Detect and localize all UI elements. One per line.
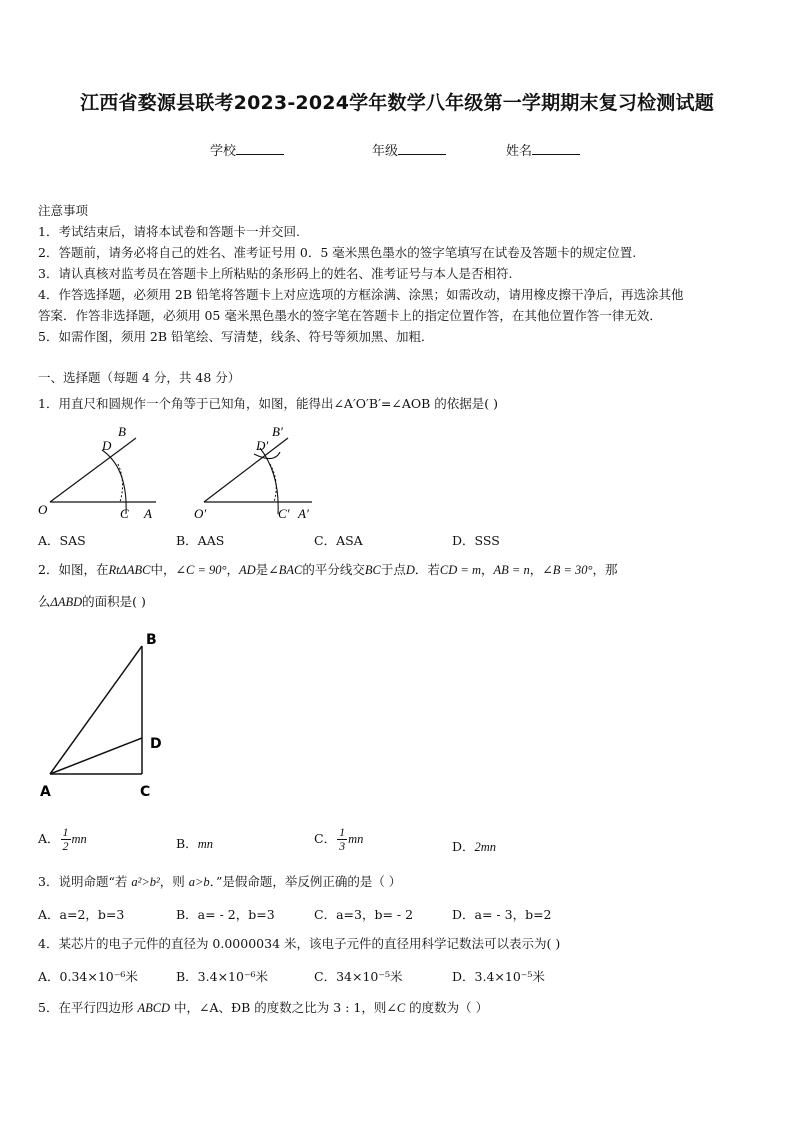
option-b[interactable]: B．3.4×10⁻⁶米 (176, 969, 269, 984)
label-B: B (146, 632, 157, 648)
option-d[interactable]: D．2mn (452, 839, 497, 854)
label-D-prime: D′ (256, 438, 269, 453)
notice-item: 4．作答选择题，必须用 2B 铅笔将答题卡上对应选项的方框涂满、涂黑；如需改动，请用橡皮擦干净后，再选涂其他 (38, 287, 684, 302)
page-title: 江西省婺源县联考2023-2024学年数学八年级第一学期期末复习检测试题 (80, 92, 714, 114)
option-b[interactable]: B．AAS (176, 533, 225, 548)
question-2-stem-line2: 么ΔABD的面积是( ) (38, 594, 146, 609)
notice-heading: 注意事项 (38, 203, 89, 218)
figure-left (38, 424, 156, 521)
option-d[interactable]: D．3.4×10⁻⁵米 (452, 969, 545, 984)
notice-item: 2．答题前，请务必将自己的姓名、准考证号用 0．5 毫米黑色墨水的签字笔填写在试卷及答题卡的规定位置. (38, 245, 637, 260)
option-c[interactable]: C． $\frac{1}{3}$ mn (314, 825, 364, 853)
label-C-prime: C′ (278, 506, 290, 521)
label-A-prime: A′ (298, 506, 309, 521)
option-c[interactable]: C．34×10⁻⁵米 (314, 969, 403, 984)
school-blank (236, 142, 284, 155)
notice-item: 1．考试结束后，请将本试卷和答题卡一并交回. (38, 224, 300, 239)
notice-item: 5．如需作图，须用 2B 铅笔绘、写清楚，线条、符号等须加黑、加粗． (38, 329, 434, 344)
label-A: A (144, 506, 152, 521)
option-a[interactable]: A． $\frac{1}{2}$ mn (38, 825, 87, 853)
name-blank (532, 142, 580, 155)
question-5-stem: 5．在平行四边形 ABCD 中，∠A、ÐB 的度数之比为 3 : 1，则∠C 的度数为（ ） (38, 1000, 489, 1015)
notice-item: 答案．作答非选择题，必须用 05 毫米黑色墨水的签字笔在答题卡上的指定位置作答，在其他位置作答一律无效． (38, 308, 662, 323)
option-d[interactable]: D．SSS (452, 533, 500, 548)
label-D: D (150, 736, 162, 752)
question-2-stem-line1: 2．如图，在RtΔABC中，∠C = 90°，AD是∠BAC的平分线交BC于点D．若CD = m，AB = n，∠B = 30°，那 (38, 562, 618, 577)
grade-blank (398, 142, 446, 155)
section-heading: 一、选择题（每题 4 分，共 48 分） (38, 370, 241, 385)
label-D: D (102, 438, 112, 453)
grade-label: 年级 (372, 144, 399, 159)
figure-right (194, 424, 312, 521)
label-A: A (40, 784, 51, 800)
question-2-figure (36, 626, 176, 806)
option-c[interactable]: C．ASA (314, 533, 363, 548)
label-C: C (140, 784, 151, 800)
option-d[interactable]: D．a= - 3，b=2 (452, 907, 552, 922)
question-1-figure (34, 420, 324, 524)
school-label: 学校 (210, 144, 237, 159)
question-1-stem: 1．用直尺和圆规作一个角等于已知角，如图，能得出∠A′O′B′=∠AOB 的依据是( ) (38, 396, 499, 411)
name-field (506, 140, 580, 159)
question-4-stem: 4．某芯片的电子元件的直径为 0.0000034 米，该电子元件的直径用科学记数法可以表示为( ) (38, 936, 561, 951)
label-C: C (120, 506, 129, 521)
option-b[interactable]: B．mn (176, 836, 213, 851)
label-O: O (38, 502, 48, 517)
option-a[interactable]: A．a=2，b=3 (38, 907, 125, 922)
option-c[interactable]: C．a=3，b= - 2 (314, 907, 414, 922)
school-field (210, 140, 284, 159)
question-3-stem: 3．说明命题“若 a²>b²，则 a>b．”是假命题，举反例正确的是（ ） (38, 874, 402, 889)
option-a[interactable]: A．0.34×10⁻⁶米 (38, 969, 138, 984)
grade-field (372, 140, 446, 159)
option-b[interactable]: B．a= - 2，b=3 (176, 907, 275, 922)
label-B: B (118, 424, 126, 439)
name-label: 姓名 (506, 144, 533, 159)
notice-item: 3．请认真核对监考员在答题卡上所粘贴的条形码上的姓名、准考证号与本人是否相符. (38, 266, 513, 281)
label-B-prime: B′ (272, 424, 283, 439)
label-O-prime: O′ (194, 506, 207, 521)
option-a[interactable]: A．SAS (38, 533, 86, 548)
